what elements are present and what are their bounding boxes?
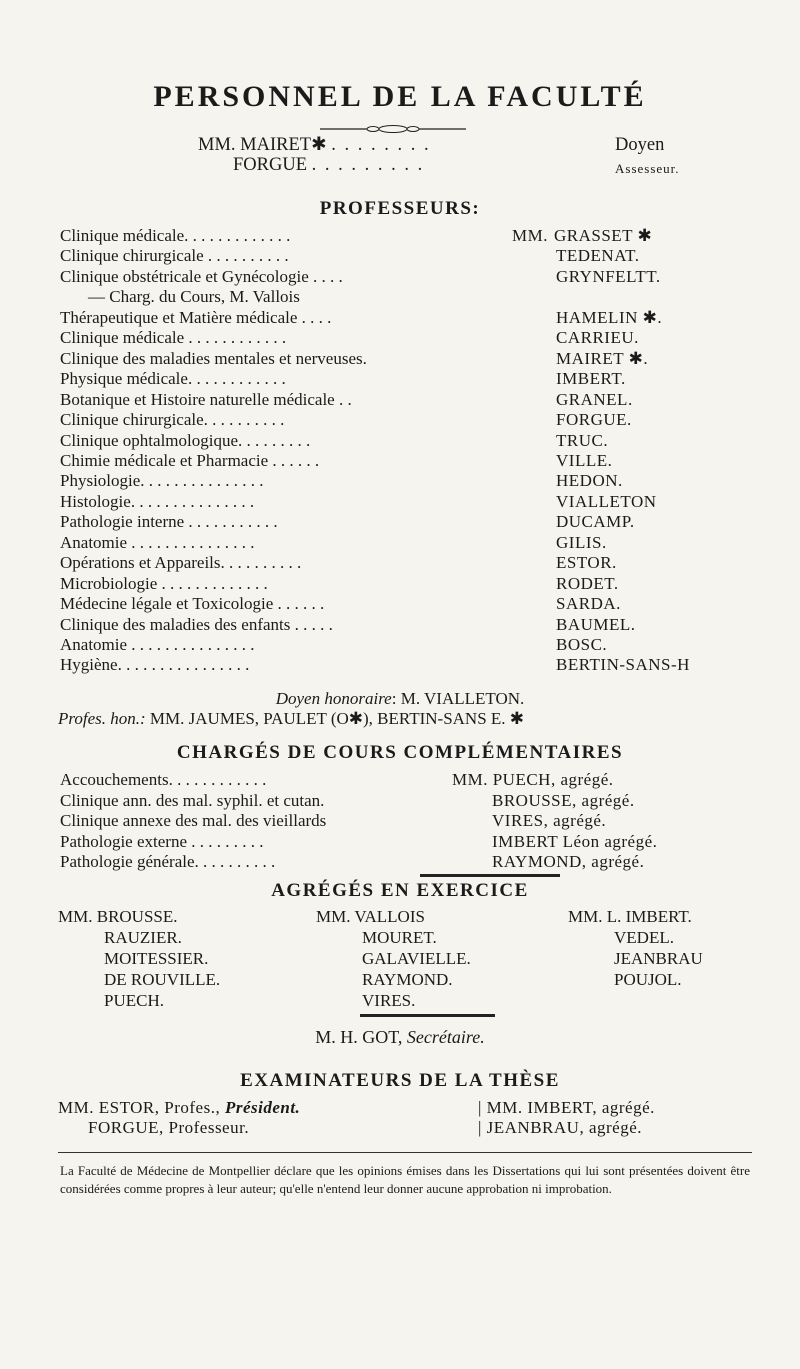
examiner-agrege-2: | JEANBRAU, agrégé. (478, 1118, 642, 1137)
assessor-row: FORGUE . . . . . . . . . (233, 155, 425, 175)
professor-subject: Opérations et Appareils. . . . . . . . . . (60, 553, 302, 572)
professor-name: IMBERT. (556, 369, 626, 388)
course-lecturer: BROUSSE, agrégé. (492, 791, 635, 810)
professor-name: HEDON. (556, 471, 623, 490)
professor-subject: Clinique médicale. . . . . . . . . . . . . (60, 226, 291, 245)
assessor-role: Assesseur. (615, 161, 680, 176)
professor-name: VIALLETON (556, 492, 657, 511)
professor-name: BOSC. (556, 635, 608, 654)
professor-name: RODET. (556, 574, 619, 593)
professor-subject: Clinique chirurgicale . . . . . . . . . . (60, 246, 289, 265)
professor-subject: Physiologie. . . . . . . . . . . . . . . (60, 471, 264, 490)
professor-name: TRUC. (556, 431, 609, 450)
course-lecturer: VIRES, agrégé. (492, 811, 607, 830)
professor-name: TEDENAT. (556, 246, 640, 265)
professor-subject: Clinique des maladies des enfants . . . . . (60, 615, 333, 634)
course-subject: Pathologie générale. . . . . . . . . . (60, 852, 276, 871)
secretary: M. H. GOT, Secrétaire. (315, 1027, 485, 1047)
professor-name: FORGUE. (556, 410, 632, 429)
examiner-professor: FORGUE, Professeur. (88, 1118, 250, 1137)
course-lecturer: RAYMOND, agrégé. (492, 852, 645, 871)
professor-subject: Clinique des maladies mentales et nerveuses. (60, 349, 367, 368)
professor-subject: Botanique et Histoire naturelle médicale . . (60, 390, 352, 409)
professor-name: GRANEL. (556, 390, 633, 409)
section-rule-2 (360, 1014, 495, 1017)
professor-subject: Pathologie interne . . . . . . . . . . . (60, 512, 278, 531)
agreges-column-3: MM. L. IMBERT. VEDEL. JEANBRAU POUJOL. (568, 907, 703, 989)
professor-name: CARRIEU. (556, 328, 639, 347)
professor-subject: Hygiène. . . . . . . . . . . . . . . . (60, 655, 250, 674)
professor-name: ESTOR. (556, 553, 617, 572)
professors-honorary: Profes. hon.: MM. JAUMES, PAULET (O✱), BERTIN-SANS E. ✱ (58, 709, 525, 728)
professor-subject: Clinique chirurgicale. . . . . . . . . . (60, 410, 285, 429)
professor-name: MAIRET ✱. (556, 349, 649, 368)
courses-heading: CHARGÉS DE COURS COMPLÉMENTAIRES (176, 742, 624, 763)
professors-mm: MM. (512, 226, 548, 245)
professor-subject: Chimie médicale et Pharmacie . . . . . . (60, 451, 320, 470)
professor-subject: Médecine légale et Toxicologie . . . . . . (60, 594, 325, 613)
course-subject: Clinique annexe des mal. des vieillards (60, 811, 327, 830)
professor-subject: Anatomie . . . . . . . . . . . . . . . (60, 533, 255, 552)
course-subject: Clinique ann. des mal. syphil. et cutan. (60, 791, 325, 810)
professor-subject: Clinique obstétricale et Gynécologie . . . . (60, 267, 343, 286)
agreges-heading: AGRÉGÉS EN EXERCICE (271, 880, 529, 901)
professors-heading: PROFESSEURS: (319, 198, 481, 219)
professor-name: GRASSET ✱ (554, 226, 653, 245)
professor-subject: Microbiologie . . . . . . . . . . . . . (60, 574, 268, 593)
course-lecturer: IMBERT Léon agrégé. (492, 832, 658, 851)
examiner-agrege-1: | MM. IMBERT, agrégé. (478, 1098, 655, 1117)
professor-subject: Clinique médicale . . . . . . . . . . . . (60, 328, 287, 347)
agreges-column-2: MM. VALLOIS MOURET. GALAVIELLE. RAYMOND. VIRES. (316, 907, 471, 1010)
section-rule (420, 874, 560, 877)
ornament-divider (318, 124, 468, 134)
professor-name: GRYNFELTT. (556, 267, 661, 286)
dean-honorary: Doyen honoraire: M. VIALLETON. (275, 689, 525, 708)
course-lecturer: MM. PUECH, agrégé. (452, 770, 614, 789)
dean-role: Doyen (615, 135, 665, 155)
professor-name: GILIS. (556, 533, 607, 552)
course-subject: Accouchements. . . . . . . . . . . . (60, 770, 267, 789)
professor-name: SARDA. (556, 594, 621, 613)
professor-name: HAMELIN ✱. (556, 308, 663, 327)
examiner-president: MM. ESTOR, Profes., Président. (58, 1098, 301, 1117)
professor-name: BAUMEL. (556, 615, 636, 634)
dean-row: MM. MAIRET✱ . . . . . . . . (198, 135, 431, 155)
disclaimer-note: La Faculté de Médecine de Montpellier déclare que les opinions émises dans les Dissertations qui lui sont présentées doivent être considérées comme propres à leur auteur; qu'elle n'entend leur donner aucune approbation ni improbation. (60, 1163, 750, 1196)
professor-name: BERTIN-SANS-H (556, 655, 690, 674)
professor-name: VILLE. (556, 451, 613, 470)
page-title: PERSONNEL DE LA FACULTÉ (153, 80, 647, 113)
agreges-column-1: MM. BROUSSE. RAUZIER. MOITESSIER. DE ROUVILLE. PUECH. (58, 907, 221, 1010)
course-subject: Pathologie externe . . . . . . . . . (60, 832, 264, 851)
professor-name: DUCAMP. (556, 512, 635, 531)
examiners-heading: EXAMINATEURS DE LA THÈSE (240, 1070, 560, 1091)
professor-subject: Anatomie . . . . . . . . . . . . . . . (60, 635, 255, 654)
professor-subject: Physique médicale. . . . . . . . . . . . (60, 369, 286, 388)
professor-subject: Clinique ophtalmologique. . . . . . . . . (60, 431, 311, 450)
divider-line (58, 1152, 752, 1153)
professor-subject: Histologie. . . . . . . . . . . . . . . (60, 492, 255, 511)
professor-subject: — Charg. du Cours, M. Vallois (88, 287, 300, 306)
professor-subject: Thérapeutique et Matière médicale . . . . (60, 308, 332, 327)
